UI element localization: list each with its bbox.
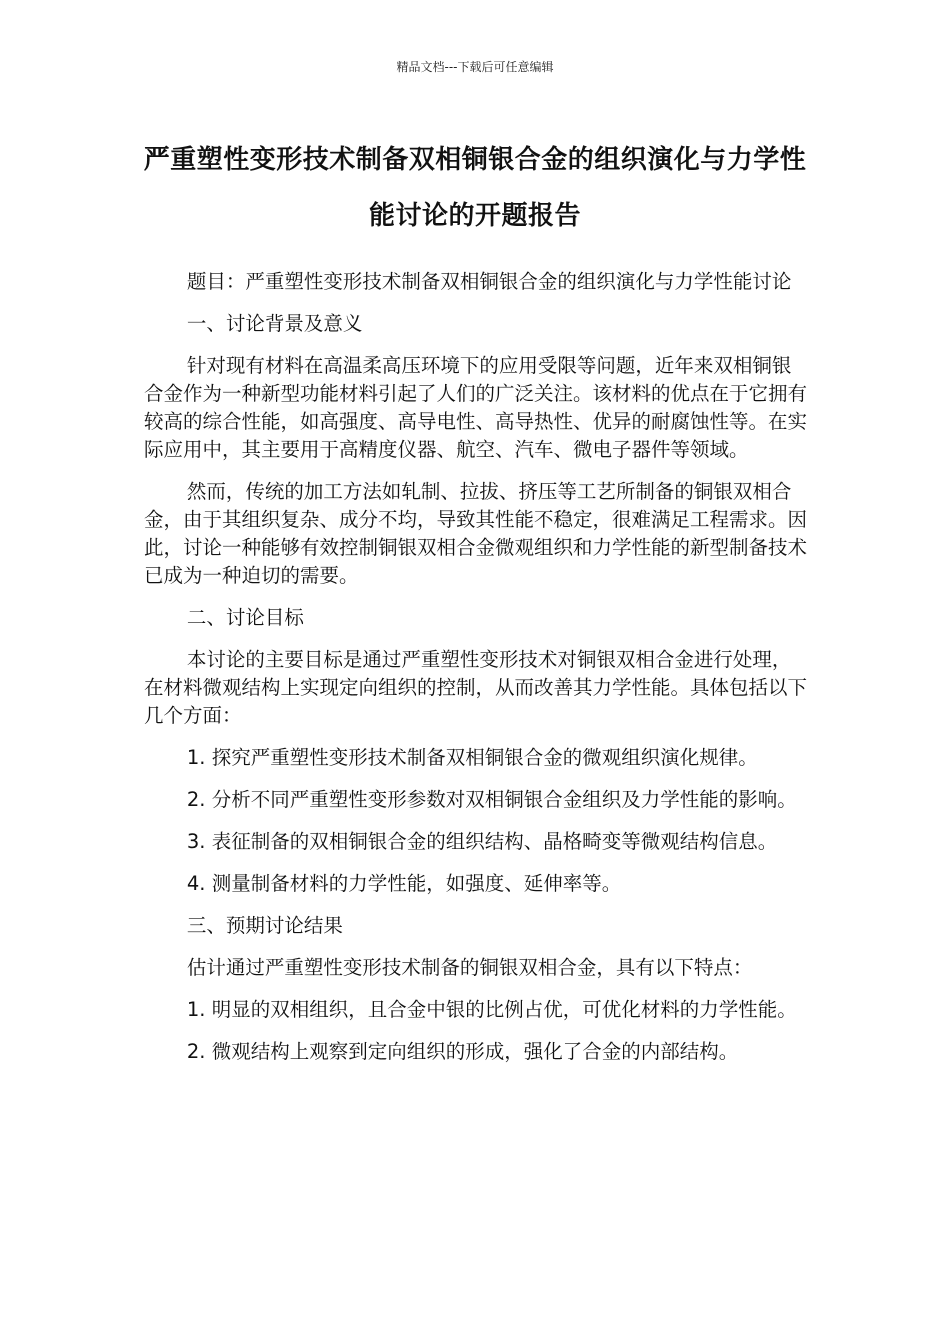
objective-item-4: 4. 测量制备材料的力学性能，如强度、延伸率等。: [186, 872, 622, 895]
paragraph-background-2: 然而，传统的加工方法如轧制、拉拔、挤压等工艺所制备的铜银双相合金，由于其组织复杂、成分不均，导致其性能不稳定，很难满足工程需求。因此，讨论一种能够有效控制铜银双相合金微观组织和力学性能的新型制备技术已成为一种迫切的需要。: [144, 480, 808, 587]
section-heading-objectives: 二、讨论目标: [186, 606, 304, 629]
objective-item-1: 1. 探究严重塑性变形技术制备双相铜银合金的微观组织演化规律。: [186, 746, 758, 769]
document-title: 严重塑性变形技术制备双相铜银合金的组织演化与力学性能讨论的开题报告: [143, 145, 807, 231]
result-item-2: 2. 微观结构上观察到定向组织的形成，强化了合金的内部结构。: [186, 1040, 739, 1063]
section-heading-background: 一、讨论背景及意义: [186, 312, 363, 335]
paragraph-expected-results: 估计通过严重塑性变形技术制备的铜银双相合金，具有以下特点：: [186, 956, 753, 979]
paragraph-topic: 题目：严重塑性变形技术制备双相铜银合金的组织演化与力学性能讨论: [186, 270, 792, 293]
result-item-1: 1. 明显的双相组织，且合金中银的比例占优，可优化材料的力学性能。: [186, 998, 797, 1021]
objective-item-3: 3. 表征制备的双相铜银合金的组织结构、晶格畸变等微观结构信息。: [186, 830, 778, 853]
header-note: 精品文档---下载后可任意编辑: [396, 60, 554, 74]
paragraph-objectives: 本讨论的主要目标是通过严重塑性变形技术对铜银双相合金进行处理，在材料微观结构上实现定向组织的控制，从而改善其力学性能。具体包括以下几个方面：: [144, 648, 808, 727]
objective-item-2: 2. 分析不同严重塑性变形参数对双相铜银合金组织及力学性能的影响。: [186, 788, 797, 811]
section-heading-expected-results: 三、预期讨论结果: [186, 914, 343, 937]
document-body: [144, 268, 810, 1080]
paragraph-background-1: 针对现有材料在高温柔高压环境下的应用受限等问题，近年来双相铜银合金作为一种新型功能材料引起了人们的广泛关注。该材料的优点在于它拥有较高的综合性能，如高强度、高导电性、高导热性、优异的耐腐蚀性等。在实际应用中，其主要用于高精度仪器、航空、汽车、微电子器件等领域。: [144, 354, 808, 461]
